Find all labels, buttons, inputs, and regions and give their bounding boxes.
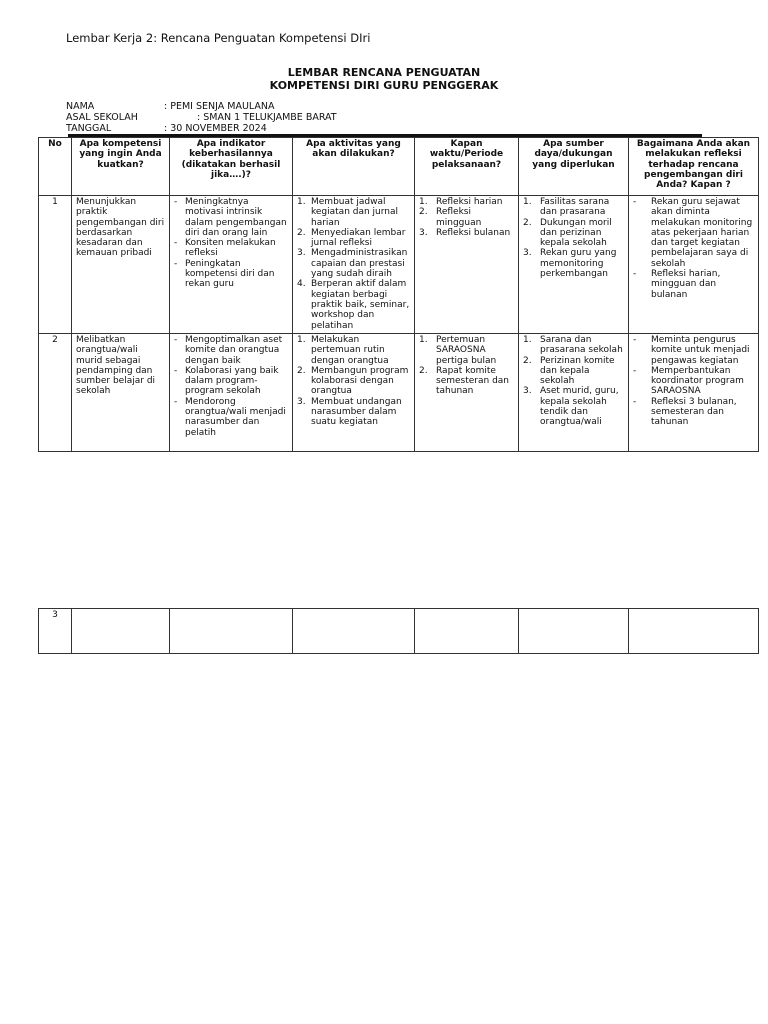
list-item: - Meminta pengurus komite untuk menjadi pengawas kegiatan — [633, 335, 750, 366]
tanggal-label: TANGGAL — [66, 123, 112, 134]
table-row — [39, 609, 759, 654]
table-header-row — [39, 138, 759, 196]
list-item: 3. Mengadministrasikan capaian dan prestasi yang sudah diraih — [297, 248, 408, 280]
list-item: 1. Sarana dan prasarana sekolah — [523, 335, 623, 356]
waktu-cell — [415, 609, 519, 654]
header-waktu: Kapan waktu/Periode pelaksanaan? — [415, 138, 519, 196]
list-item: - Mendorong orangtua/wali menjadi narasumber dan pelatih — [174, 396, 286, 438]
list-item: - Peningkatan kompetensi diri dan rekan guru — [174, 258, 275, 290]
list-item: 2. Membangun program kolaborasi dengan orangtua — [297, 365, 409, 397]
competency-plan-table — [38, 137, 759, 452]
refleksi-cell — [629, 334, 759, 452]
kompetensi-cell: Melibatkan orangtua/wali murid sebagai pendamping dan sumber belajar di sekolah — [72, 334, 170, 452]
list-item: 2. Rapat komite semesteran dan tahunan — [419, 365, 509, 397]
nama-value: : PEMI SENJA MAULANA — [164, 101, 275, 112]
list-item: 2. Perizinan komite dan kepala sekolah — [523, 355, 615, 387]
waktu-cell — [415, 334, 519, 452]
list-item: 3. Membuat undangan narasumber dalam suatu kegiatan — [297, 396, 402, 428]
list-item: 2. Refleksi mingguan — [419, 207, 482, 228]
list-item: - Konsiten melakukan refleksi — [174, 238, 276, 259]
list-item: - Refleksi 3 bulanan, semesteran dan tahunan — [633, 396, 737, 428]
row-number: 2 — [39, 334, 72, 452]
sumber-cell — [519, 609, 629, 654]
document-title-line-2: KOMPETENSI DIRI GURU PENGGERAK — [269, 79, 499, 92]
refleksi-cell — [629, 196, 759, 334]
refleksi-cell — [629, 609, 759, 654]
indikator-cell — [170, 609, 293, 654]
header-no: No — [39, 138, 72, 196]
sekolah-label: ASAL SEKOLAH — [66, 112, 138, 123]
kompetensi-cell — [72, 609, 170, 654]
list-item: 1. Fasilitas sarana dan prasarana — [523, 197, 610, 218]
competency-plan-table-continuation — [38, 608, 759, 654]
table-row — [39, 334, 759, 452]
worksheet-heading: Lembar Kerja 2: Rencana Penguatan Kompetensi DIri — [66, 31, 371, 45]
list-item: 2. Dukungan moril dan perizinan kepala sekolah — [523, 217, 612, 249]
list-item: - Kolaborasi yang baik dalam program-program sekolah — [174, 365, 279, 397]
header-aktivitas: Apa aktivitas yang akan dilakukan? — [293, 138, 415, 196]
list-item: - Rekan guru sejawat akan diminta melakukan monitoring atas pekerjaan harian dan target kegiatan pembelajaran saya di sekolah — [633, 197, 753, 269]
list-item: 4. Berperan aktif dalam kegiatan berbagi praktik baik, seminar, workshop dan pelatihan — [297, 279, 410, 331]
list-item: 1. Pertemuan SARAOSNA pertiga bulan — [419, 335, 497, 366]
list-item: 1. Refleksi harian — [419, 197, 503, 207]
row-number: 3 — [39, 609, 72, 654]
list-item: 3. Refleksi bulanan — [419, 227, 511, 238]
list-item: - Memperbantukan koordinator program SARAOSNA — [633, 365, 744, 397]
sumber-cell — [519, 334, 629, 452]
document-title-line-1: LEMBAR RENCANA PENGUATAN — [287, 66, 481, 79]
list-item: 3. Aset murid, guru, kepala sekolah tendik dan orangtua/wali — [523, 386, 619, 428]
header-sumber: Apa sumber daya/dukungan yang diperlukan — [519, 138, 629, 196]
sumber-cell — [519, 196, 629, 334]
row-number: 1 — [39, 196, 72, 334]
list-item: 3. Rekan guru yang memonitoring perkembangan — [523, 248, 617, 280]
list-item: 1. Membuat jadwal kegiatan dan jurnal harian — [297, 197, 399, 228]
table-row — [39, 196, 759, 334]
list-item: - Meningkatnya motivasi intrinsik dalam pengembangan diri dan orang lain — [174, 197, 287, 238]
kompetensi-cell: Menunjukkan praktik pengembangan diri berdasarkan kesadaran dan kemauan pribadi — [72, 196, 170, 334]
aktivitas-cell — [293, 196, 415, 334]
list-item: 1. Melakukan pertemuan rutin dengan orangtua — [297, 335, 389, 366]
header-indikator: Apa indikator keberhasilannya (dikatakan berhasil jika….)? — [170, 138, 293, 196]
aktivitas-cell — [293, 334, 415, 452]
list-item: - Refleksi harian, mingguan dan bulanan — [633, 269, 721, 300]
tanggal-value: : 30 NOVEMBER 2024 — [164, 123, 267, 134]
list-item: - Mengoptimalkan aset komite dan orangtua dengan baik — [174, 335, 283, 366]
waktu-cell — [415, 196, 519, 334]
list-item: 2. Menyediakan lembar jurnal refleksi — [297, 227, 406, 249]
header-refleksi: Bagaimana Anda akan melakukan refleksi terhadap rencana pengembangan diri Anda? Kapan ? — [629, 138, 759, 196]
indikator-cell — [170, 334, 293, 452]
header-kompetensi: Apa kompetensi yang ingin Anda kuatkan? — [72, 138, 170, 196]
sekolah-value: : SMAN 1 TELUKJAMBE BARAT — [197, 112, 337, 123]
aktivitas-cell — [293, 609, 415, 654]
nama-label: NAMA — [66, 101, 95, 112]
indikator-cell — [170, 196, 293, 334]
